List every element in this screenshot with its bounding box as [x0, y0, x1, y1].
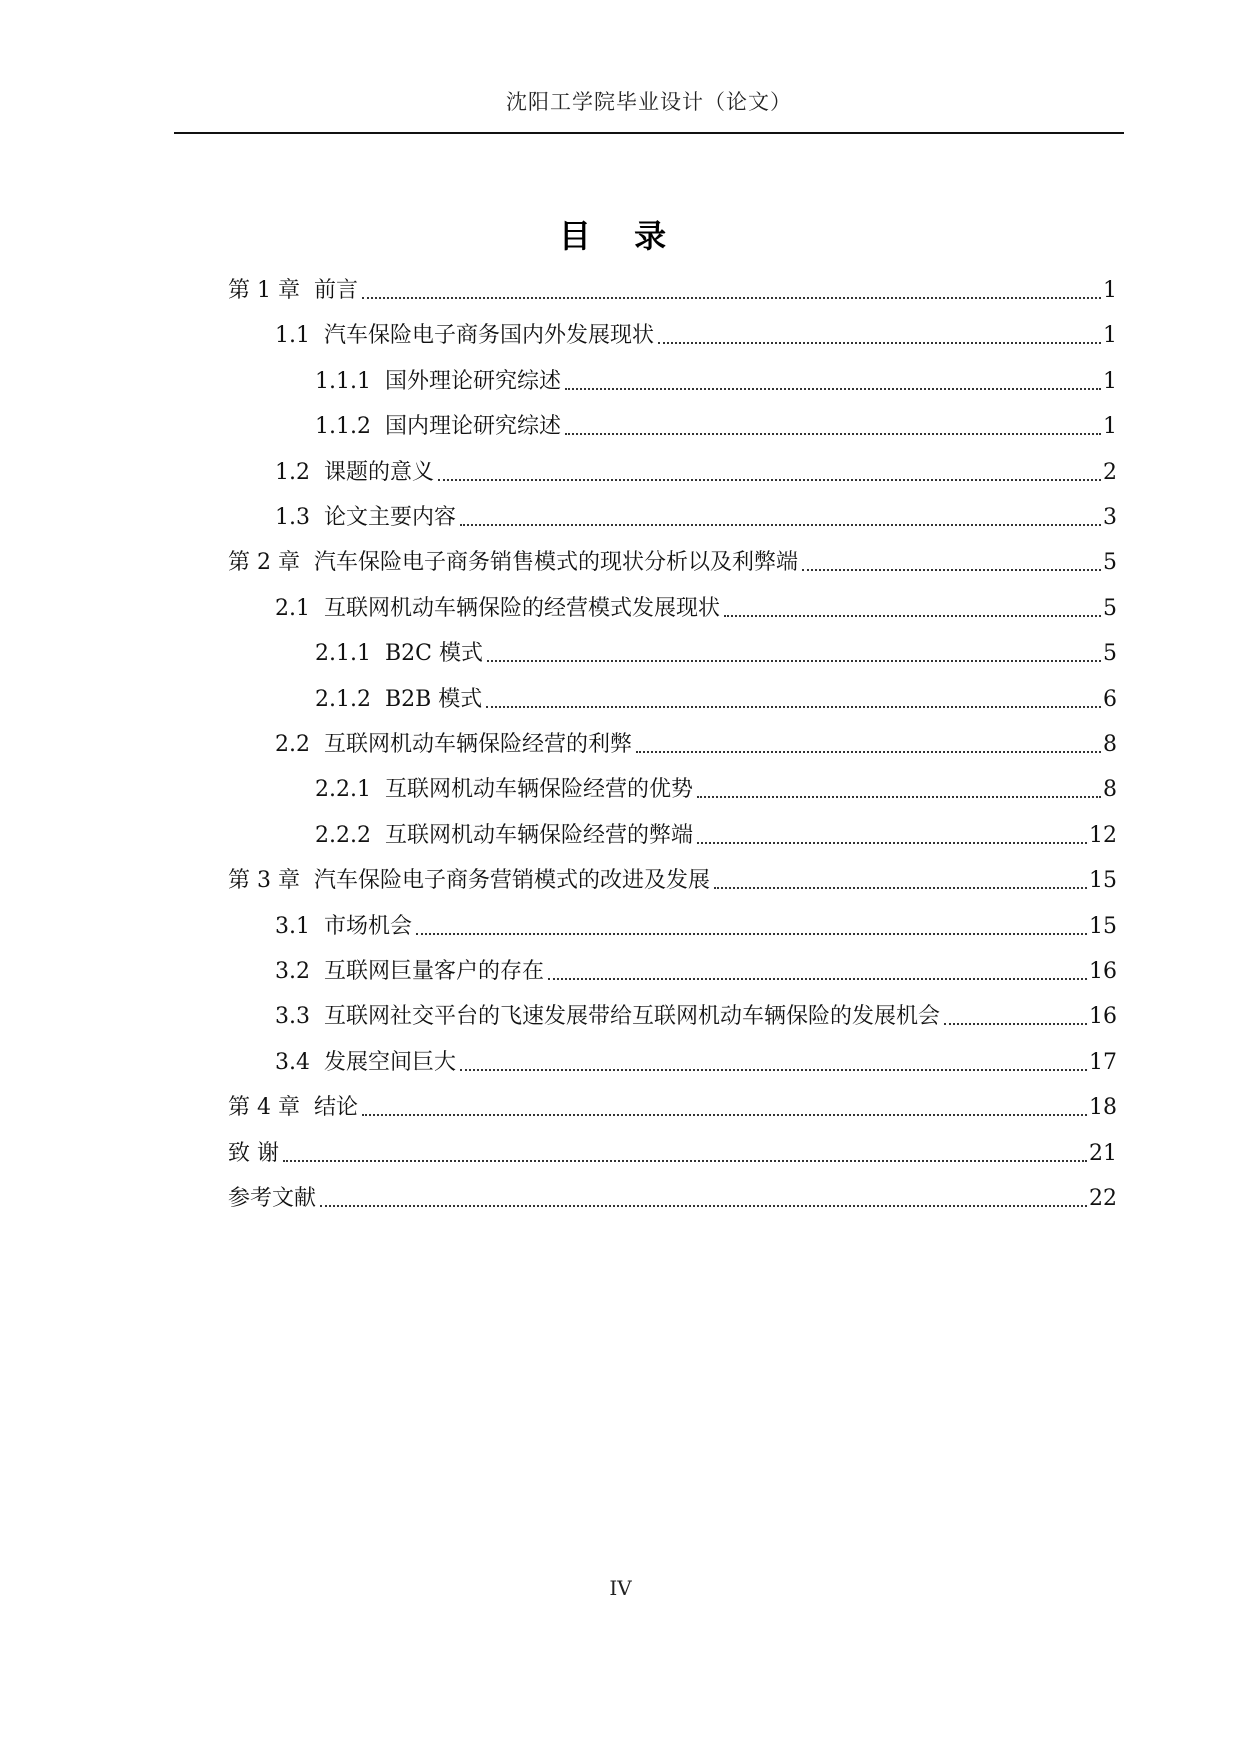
toc-entry[interactable]	[275, 720, 1117, 760]
toc-entry[interactable]	[315, 811, 1117, 851]
toc-dot-leader	[416, 933, 1087, 935]
toc-dot-leader	[714, 887, 1087, 889]
toc-dot-leader	[724, 615, 1101, 617]
toc-dot-leader	[362, 1114, 1087, 1116]
toc-entry-page: 15	[1089, 913, 1117, 939]
toc-entry-page: 16	[1089, 959, 1117, 984]
toc-entry-label: B2B 模式	[384, 686, 483, 712]
toc-entry-page: 8	[1103, 777, 1117, 803]
toc-dot-leader	[658, 342, 1101, 344]
toc-entry[interactable]	[315, 402, 1117, 442]
toc-dot-leader	[460, 1069, 1087, 1071]
toc-entry-number: 2.1.2	[315, 686, 385, 712]
toc-entry-label: 国内理论研究综述	[384, 414, 561, 440]
toc-dot-leader	[438, 479, 1101, 481]
toc-entry-label: 参考文献	[228, 1186, 317, 1211]
toc-dot-leader	[548, 978, 1087, 980]
toc-entry-label: 互联网机动车辆保险的经营模式发展现状	[323, 595, 720, 621]
toc-entry-page: 5	[1103, 641, 1117, 667]
toc-entry-label: 致 谢	[228, 1140, 279, 1166]
toc-entry-number: 3.3	[275, 1004, 324, 1030]
toc-dot-leader	[944, 1023, 1087, 1025]
toc-entry-label: 国外理论研究综述	[384, 368, 561, 394]
toc-entry-number: 2.2.2	[315, 822, 385, 848]
toc-entry[interactable]	[275, 584, 1117, 624]
toc-entry-page: 1	[1103, 368, 1117, 394]
toc-entry-number: 2.1.1	[315, 641, 385, 667]
toc-entry-page: 6	[1103, 686, 1117, 712]
toc-entry[interactable]	[315, 675, 1117, 715]
toc-dot-leader	[460, 524, 1101, 526]
toc-entry-number: 第 4 章	[228, 1095, 314, 1121]
toc-entry-number: 2.1	[275, 595, 324, 621]
toc-entry-number: 第 1 章	[228, 278, 314, 303]
toc-entry-label: 互联网机动车辆保险经营的利弊	[323, 732, 632, 757]
toc-entry[interactable]	[228, 856, 1117, 896]
toc-entry[interactable]	[275, 902, 1117, 942]
toc-dot-leader	[283, 1160, 1087, 1162]
toc-entry-label: 互联网巨量客户的存在	[323, 959, 544, 984]
page-number: IV	[609, 1576, 632, 1600]
toc-entry-page: 17	[1089, 1049, 1117, 1075]
toc-entry-number: 3.2	[275, 959, 324, 984]
toc-entry[interactable]	[315, 765, 1117, 805]
toc-entry-page: 5	[1103, 595, 1117, 621]
toc-entry-page: 8	[1103, 732, 1117, 757]
toc-entry-label: 论文主要内容	[323, 505, 456, 530]
toc-entry[interactable]	[228, 266, 1117, 306]
toc-entry-label: 前言	[313, 278, 358, 303]
toc-entry[interactable]	[275, 311, 1117, 351]
toc-entry-label: 汽车保险电子商务国内外发展现状	[323, 323, 654, 349]
header-text: 沈阳工学院毕业设计（论文）	[506, 90, 792, 114]
toc-entry[interactable]	[228, 1083, 1117, 1123]
toc-entry-page: 2	[1103, 459, 1117, 485]
toc-entry-page: 15	[1089, 868, 1117, 894]
toc-entry[interactable]	[228, 1129, 1117, 1169]
toc-entry[interactable]	[275, 992, 1117, 1032]
toc-entry-number: 1.2	[275, 459, 324, 485]
toc-entry-number: 2.2	[275, 732, 324, 757]
toc-entry-page: 1	[1103, 278, 1117, 303]
toc-entry-number: 1.1.1	[315, 368, 385, 394]
toc-entry-label: 互联网机动车辆保险经营的优势	[384, 777, 693, 803]
toc-dot-leader	[565, 433, 1101, 435]
toc-dot-leader	[697, 796, 1101, 798]
toc-entry[interactable]	[228, 538, 1117, 578]
toc-entry[interactable]	[315, 357, 1117, 397]
toc-entry-page: 21	[1089, 1140, 1117, 1166]
toc-entry[interactable]	[228, 1174, 1117, 1214]
toc-entry-page: 12	[1089, 822, 1117, 848]
toc-dot-leader	[362, 297, 1101, 299]
toc-entry-page: 16	[1089, 1004, 1117, 1030]
toc-entry-label: 汽车保险电子商务销售模式的现状分析以及利弊端	[313, 550, 798, 576]
toc-entry-label: 发展空间巨大	[323, 1049, 456, 1075]
toc-entry-page: 18	[1089, 1095, 1117, 1121]
toc-entry-number: 1.1.2	[315, 414, 385, 440]
toc-entry[interactable]	[275, 448, 1117, 488]
toc-entry[interactable]	[315, 629, 1117, 669]
toc-entry-label: 市场机会	[323, 913, 412, 939]
toc-entry-number: 1.1	[275, 323, 324, 349]
toc-dot-leader	[636, 751, 1101, 753]
toc-entry-number: 第 2 章	[228, 550, 314, 576]
toc-entry-number: 3.1	[275, 913, 324, 939]
toc-entry[interactable]	[275, 947, 1117, 987]
toc-dot-leader	[320, 1205, 1087, 1207]
toc-dot-leader	[487, 660, 1101, 662]
toc-entry[interactable]	[275, 1038, 1117, 1078]
toc-entry-number: 3.4	[275, 1049, 324, 1075]
toc-entry-label: 互联网社交平台的飞速发展带给互联网机动车辆保险的发展机会	[323, 1004, 940, 1030]
toc-entry-label: 互联网机动车辆保险经营的弊端	[384, 822, 693, 848]
toc-dot-leader	[486, 706, 1101, 708]
toc-entry-number: 1.3	[275, 505, 324, 530]
toc-entry-page: 1	[1103, 414, 1117, 440]
toc-entry-label: 汽车保险电子商务营销模式的改进及发展	[313, 868, 710, 894]
toc-entry-number: 2.2.1	[315, 777, 385, 803]
toc-entry-page: 5	[1103, 550, 1117, 576]
toc-entry-page: 3	[1103, 505, 1117, 530]
page-title: 目 录	[558, 217, 683, 255]
toc-entry-page: 1	[1103, 323, 1117, 349]
toc-dot-leader	[697, 842, 1087, 844]
toc-entry-number: 第 3 章	[228, 868, 314, 894]
toc-entry-label: 结论	[313, 1095, 358, 1121]
toc-entry-label: B2C 模式	[384, 641, 483, 667]
toc-entry-page: 22	[1089, 1186, 1117, 1211]
toc-dot-leader	[565, 388, 1101, 390]
toc-entry-label: 课题的意义	[323, 459, 434, 485]
toc-dot-leader	[802, 569, 1101, 571]
toc-entry[interactable]	[275, 493, 1117, 533]
